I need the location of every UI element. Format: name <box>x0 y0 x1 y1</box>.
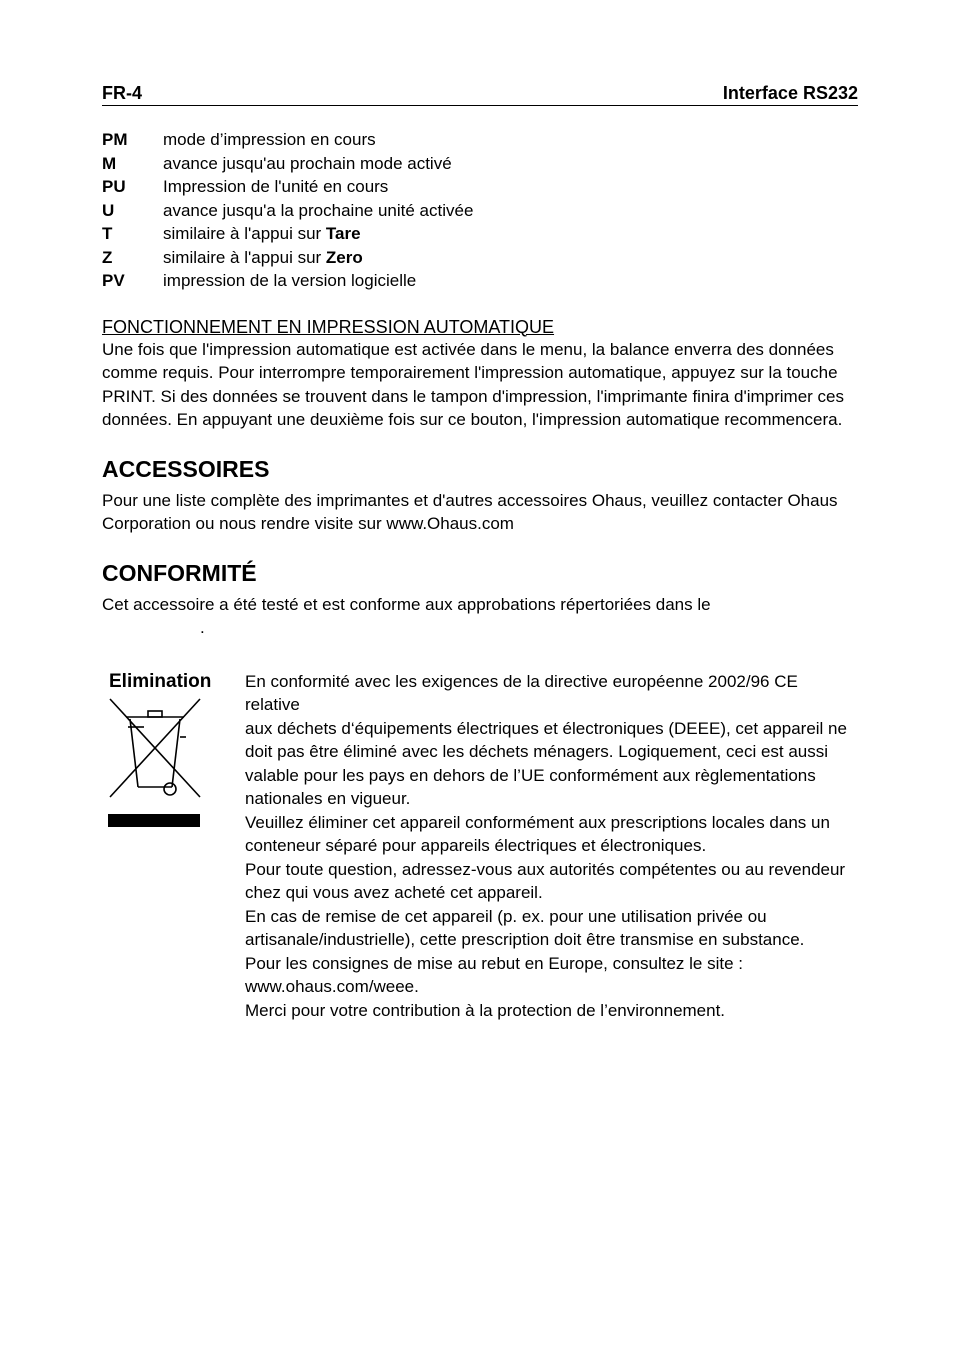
crossed-out-wheelie-bin-icon <box>108 697 245 804</box>
weee-black-bar <box>108 814 200 827</box>
text-line: comme requis. Pour interrompre temporairement l'impression automatique, appuyez sur la touche <box>102 363 838 382</box>
elimination-sidebar <box>102 670 245 1023</box>
text-line: nationales en vigueur. <box>245 789 411 808</box>
elimination-heading: Elimination <box>109 670 212 692</box>
text-line: doit pas être éliminé avec les déchets ménagers. Logiquement, ceci est aussi <box>245 742 829 761</box>
text-line: Veuillez éliminer cet appareil conformément aux prescriptions locales dans un <box>245 812 830 832</box>
command-description: avance jusqu'au prochain mode activé <box>163 153 452 173</box>
command-code: M <box>102 153 117 173</box>
page-number: FR-4 <box>102 83 142 103</box>
accessories-paragraph <box>102 489 858 536</box>
text-line: valable pour les pays en dehors de l’UE conformément aux règlementations <box>245 765 816 785</box>
command-list <box>102 128 858 293</box>
text-line: En cas de remise de cet appareil (p. ex. pour une utilisation privée ou <box>245 906 767 926</box>
auto-print-paragraph <box>102 338 858 432</box>
command-description: similaire à l'appui sur Zero <box>163 247 363 267</box>
command-code: PU <box>102 177 126 196</box>
text-line: données. En appuyant une deuxième fois sur ce bouton, l'impression automatique recommencera. <box>102 410 843 429</box>
text-line: artisanale/industrielle), cette prescription doit être transmise en substance. <box>245 930 805 949</box>
command-code: U <box>102 200 115 220</box>
elimination-text <box>245 670 857 1023</box>
trailing-period: . <box>200 618 205 637</box>
conformity-paragraph <box>102 593 858 640</box>
command-row <box>102 199 858 223</box>
command-row <box>102 222 858 246</box>
text-line: Une fois que l'impression automatique est activée dans le menu, la balance enverra des données <box>102 339 834 359</box>
text-line: aux déchets d‘équipements électriques et électroniques (DEEE), cet appareil ne <box>245 718 847 738</box>
command-code: PM <box>102 130 128 149</box>
text-line: conteneur séparé pour appareils électriques et électroniques. <box>245 836 707 855</box>
text-line: www.ohaus.com/weee. <box>245 977 419 996</box>
text-line: Pour les consignes de mise au rebut en Europe, consultez le site : <box>245 953 744 973</box>
elimination-section <box>102 670 858 1023</box>
page-header <box>102 82 858 106</box>
text-line: PRINT. Si des données se trouvent dans le tampon d'impression, l'imprimante finira d'imprimer ces <box>102 386 844 406</box>
command-code: PV <box>102 271 125 290</box>
text-line: Merci pour votre contribution à la protection de l’environnement. <box>245 1000 726 1020</box>
section-title: Interface RS232 <box>722 83 858 103</box>
command-row <box>102 175 858 199</box>
command-row <box>102 246 858 270</box>
command-description: impression de la version logicielle <box>163 271 417 290</box>
text-line: Pour toute question, adressez-vous aux autorités compétentes ou au revendeur <box>245 859 846 879</box>
document-page <box>102 82 858 1022</box>
command-row <box>102 152 858 176</box>
text-line: Cet accessoire a été testé et est conforme aux approbations répertoriées dans le <box>102 594 711 614</box>
text-line: En conformité avec les exigences de la directive européenne 2002/96 CE relative <box>245 671 798 714</box>
text-line: Pour une liste complète des imprimantes et d'autres accessoires Ohaus, veuillez contacter Ohaus <box>102 490 838 510</box>
command-description: mode d’impression en cours <box>163 130 376 149</box>
command-description: Impression de l'unité en cours <box>163 177 389 196</box>
command-description: avance jusqu'a la prochaine unité activée <box>163 200 474 220</box>
auto-print-heading: FONCTIONNEMENT EN IMPRESSION AUTOMATIQUE <box>102 316 555 337</box>
conformity-heading: CONFORMITÉ <box>102 559 257 586</box>
command-row <box>102 269 858 293</box>
text-line: chez qui vous avez acheté cet appareil. <box>245 883 543 902</box>
command-code: Z <box>102 247 113 267</box>
command-row <box>102 128 858 152</box>
command-code: T <box>102 224 113 243</box>
accessories-heading: ACCESSOIRES <box>102 455 270 482</box>
text-line: Corporation ou nous rendre visite sur www.Ohaus.com <box>102 514 514 533</box>
command-description: similaire à l'appui sur Tare <box>163 224 361 243</box>
